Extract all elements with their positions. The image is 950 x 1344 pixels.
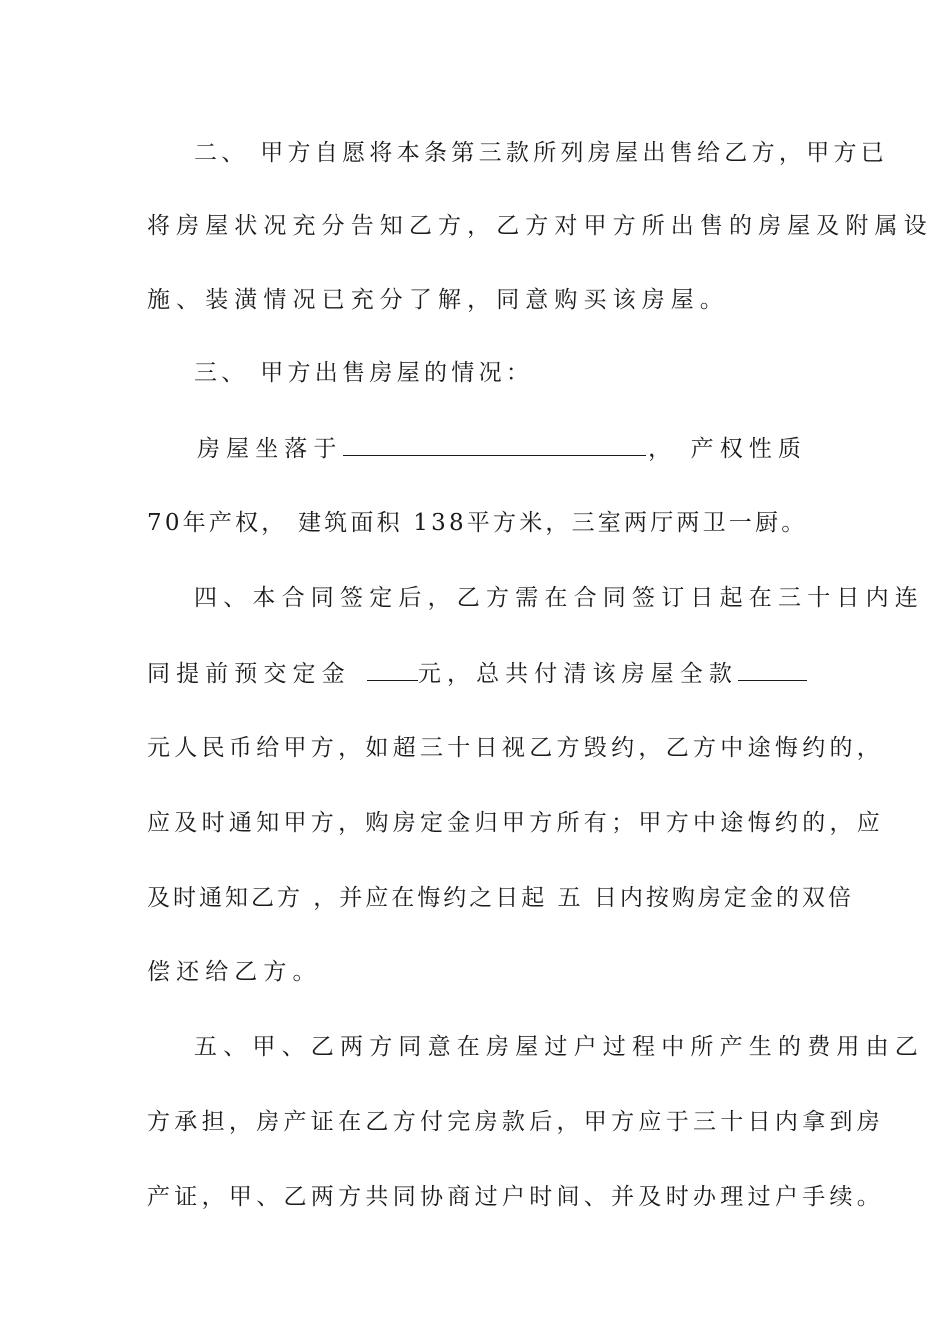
property-area-line: 70年产权， 建筑面积 138平方米，三室两厅两卫一厨。 [147, 510, 808, 536]
clause-2-line-1 [194, 138, 889, 168]
deposit-line [147, 658, 807, 689]
clause-3-heading: 三、 甲方出售房屋的情况： [194, 360, 534, 386]
clause-5-line-2: 方承担，房产证在乙方付完房款后，甲方应于三十日内拿到房 [147, 1109, 885, 1135]
clause-4-line-6: 偿还给乙方。 [147, 959, 322, 985]
property-nature-label: ， 产权性质 [648, 436, 807, 462]
clause-5-line-1: 五、甲、乙两方同意在房屋过户过程中所产生的费用由乙 [194, 1034, 924, 1060]
location-blank[interactable] [343, 433, 647, 456]
clause-5-line-3: 产证，甲、乙两方共同协商过户时间、并及时办理过户手续。 [147, 1184, 885, 1210]
full-payment-blank[interactable] [738, 658, 807, 681]
clause-2-line-2: 将房屋状况充分告知乙方，乙方对甲方所出售的房屋及附属设 [147, 213, 933, 239]
clause-4-line-5: 及时通知乙方 ，并应在悔约之日起 五 日内按购房定金的双倍 [147, 885, 854, 911]
clause-4-line-4: 应及时通知甲方，购房定金归甲方所有；甲方中途悔约的，应 [147, 810, 885, 836]
paragraph-text: 二、 甲方自愿将本条第三款所列房屋出售给乙方，甲方已 [194, 140, 889, 166]
clause-2-line-3: 施、装潢情况已充分了解，同意购买该房屋。 [147, 287, 729, 313]
property-location-line [197, 433, 807, 464]
deposit-blank[interactable] [367, 658, 418, 681]
full-payment-label: 元，总共付清该房屋全款 [417, 661, 738, 687]
location-label: 房屋坐落于 [197, 436, 343, 462]
deposit-label: 同提前预交定金 [147, 661, 351, 687]
clause-4-line-1: 四、本合同签定后，乙方需在合同签订日起在三十日内连 [194, 585, 924, 611]
clause-4-line-3: 元人民币给甲方，如超三十日视乙方毁约，乙方中途悔约的， [147, 735, 885, 761]
